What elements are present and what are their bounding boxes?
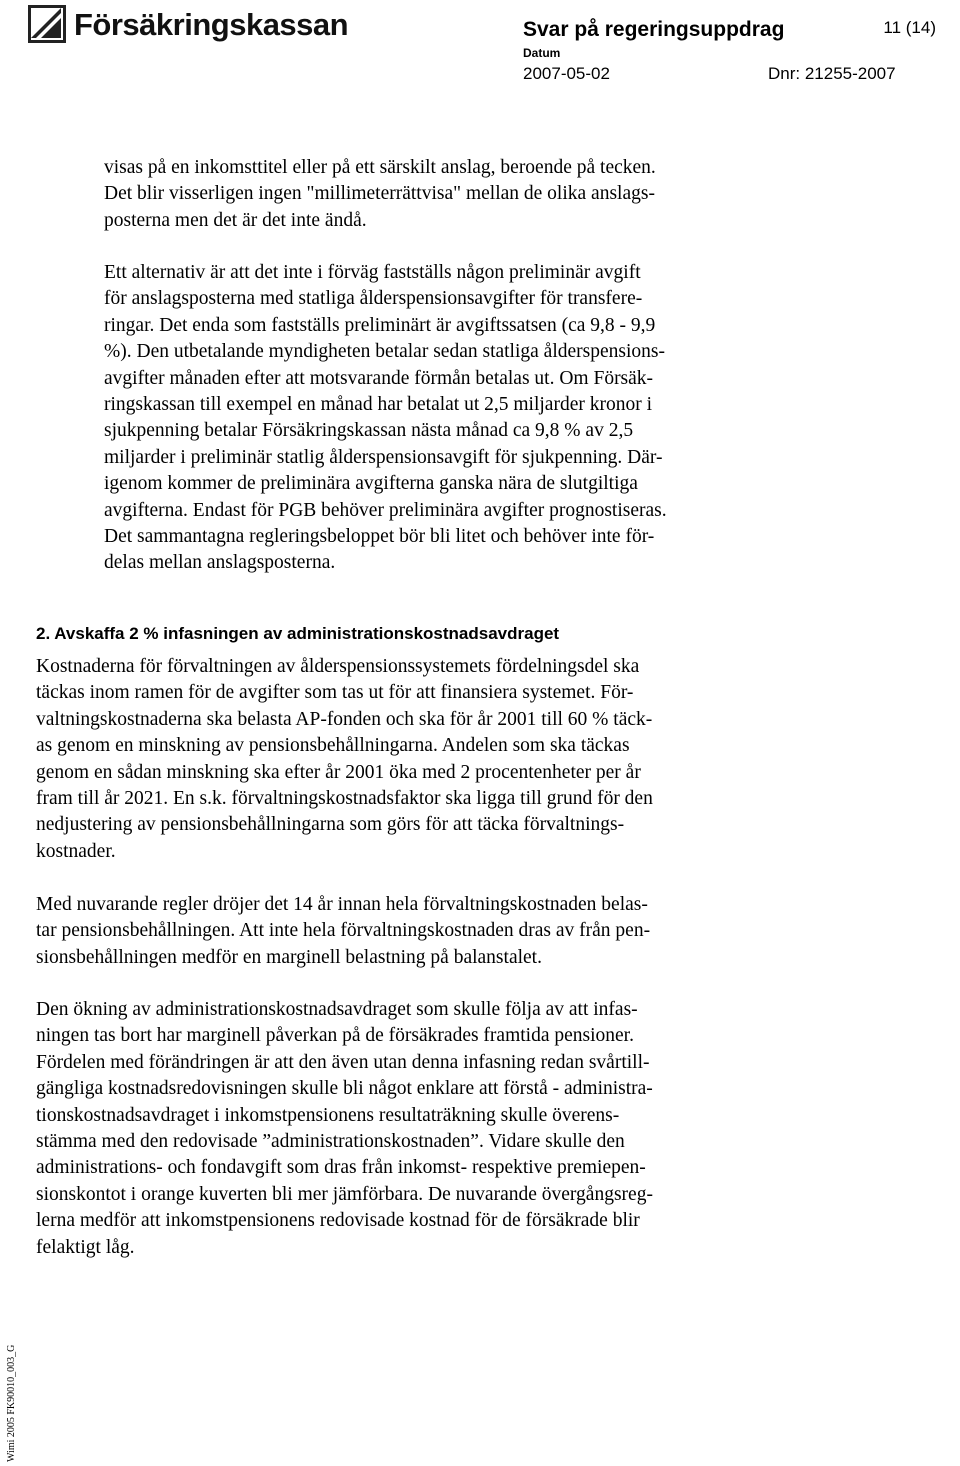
text-line: %). Den utbetalande myndigheten betalar sedan statliga ålderspensions- — [104, 341, 665, 363]
text-line: Med nuvarande regler dröjer det 14 år innan hela förvaltningskostnaden belas- — [36, 894, 648, 915]
text-line: ringskassan till exempel en månad har betalat ut 2,5 miljarder kronor i — [104, 394, 652, 416]
date-value: 2007-05-02 — [523, 64, 610, 83]
text-line: Ett alternativ är att det inte i förväg fastställs någon preliminär avgift — [104, 262, 641, 283]
text-line: Det blir visserligen ingen "millimeterrättvisa" mellan de olika anslags- — [104, 183, 655, 205]
text-line: för anslagsposterna med statliga ålderspensionsavgifter för transfere- — [104, 288, 643, 310]
section-heading: 2. Avskaffa 2 % infasningen av administrationskostnadsavdraget — [36, 624, 560, 643]
text-line: avgifter månaden efter att motsvarande förmån betalas ut. Om Försäk- — [104, 367, 654, 389]
text-line: sjukpenning betalar Försäkringskassan nästa månad ca 9,8 % av 2,5 — [104, 420, 634, 442]
document-header — [0, 0, 960, 90]
page-number: 11 (14) — [883, 18, 936, 37]
date-label: Datum — [523, 46, 561, 60]
text-line: valtningskostnaderna ska belasta AP-fonden och ska för år 2001 till 60 % täck- — [36, 708, 653, 730]
text-line: visas på en inkomsttitel eller på ett särskilt anslag, beroende på tecken. — [104, 157, 656, 178]
text-line: fram till år 2021. En s.k. förvaltningskostnadsfaktor ska ligga till grund för den — [36, 788, 653, 810]
text-line: stämma med den redovisade ”administrationskostnaden”. Vidare skulle den — [36, 1131, 625, 1153]
text-line: sionsbehållningen medför en marginell belastning på balanstalet. — [36, 946, 542, 968]
text-line: administrations- och fondavgift som dras från inkomst- respektive premiepen- — [36, 1157, 646, 1179]
text-line: kostnader. — [36, 840, 116, 862]
text-line: genom en sådan minskning ska efter år 2001 öka med 2 procentenheter per år — [36, 761, 641, 783]
paragraph-current-rules — [36, 892, 650, 971]
registration-number: Dnr: 21255-2007 — [768, 64, 896, 83]
text-line: Den ökning av administrationskostnadsavdraget som skulle följa av att infas- — [36, 999, 638, 1020]
paragraph-alternative — [104, 260, 667, 577]
text-line: miljarder i preliminär statlig ålderspensionsavgift för sjukpenning. Där- — [104, 446, 663, 468]
text-line: as genom en minskning av pensionsbehållningarna. Andelen som ska täckas — [36, 735, 630, 757]
text-line: tar pensionsbehållningen. Att inte hela förvaltningskostnaden dras av från pen- — [36, 920, 651, 942]
text-line: Det sammantagna regleringsbeloppet bör bli litet och behöver inte för- — [104, 526, 655, 548]
forsakringskassan-logo-icon — [28, 5, 66, 43]
document-title: Svar på regeringsuppdrag — [523, 18, 785, 41]
brand-logo — [28, 4, 348, 44]
form-code: Wimi 2005 FK90010_003_G — [6, 1344, 17, 1462]
text-line: felaktigt låg. — [36, 1236, 135, 1258]
text-line: ringar. Det enda som fastställs preliminärt är avgiftssatsen (ca 9,8 - 9,9 — [104, 314, 656, 336]
text-line: sionskontot i orange kuverten bli mer jämförbara. De nuvarande övergångsreg- — [36, 1183, 653, 1205]
text-line: posterna men det är det inte ändå. — [104, 209, 367, 231]
text-line: delas mellan anslagsposterna. — [104, 552, 336, 574]
text-line: avgifterna. Endast för PGB behöver preliminära avgifter prognostiseras. — [104, 499, 667, 521]
brand-name: Försäkringskassan — [74, 6, 349, 42]
text-line: gängliga kostnadsredovisningen skulle bli något enklare att förstå - administra- — [36, 1078, 653, 1100]
paragraph-impact — [36, 997, 653, 1261]
text-line: tionskostnadsavdraget i inkomstpensionens resultaträkning skulle överens- — [36, 1104, 620, 1126]
text-line: ningen tas bort har marginell påverkan på de försäkrades framtida pensioner. — [36, 1025, 634, 1047]
paragraph-administration-costs — [36, 654, 653, 865]
text-line: igenom kommer de preliminära avgifterna ganska nära de slutgiltiga — [104, 473, 638, 495]
text-line: täckas inom ramen för de avgifter som tas ut för att finansiera systemet. För- — [36, 682, 634, 704]
text-line: lerna medför att inkomstpensionens redovisade kostnad för de försäkrade blir — [36, 1210, 640, 1232]
text-line: nedjustering av pensionsbehållningarna som görs för att täcka förvaltnings- — [36, 814, 625, 836]
paragraph-continuation — [104, 155, 656, 234]
text-line: Fördelen med förändringen är att den även utan denna infasning redan svårtill- — [36, 1051, 650, 1073]
text-line: Kostnaderna för förvaltningen av ålderspensionssystemets fördelningsdel ska — [36, 656, 640, 677]
